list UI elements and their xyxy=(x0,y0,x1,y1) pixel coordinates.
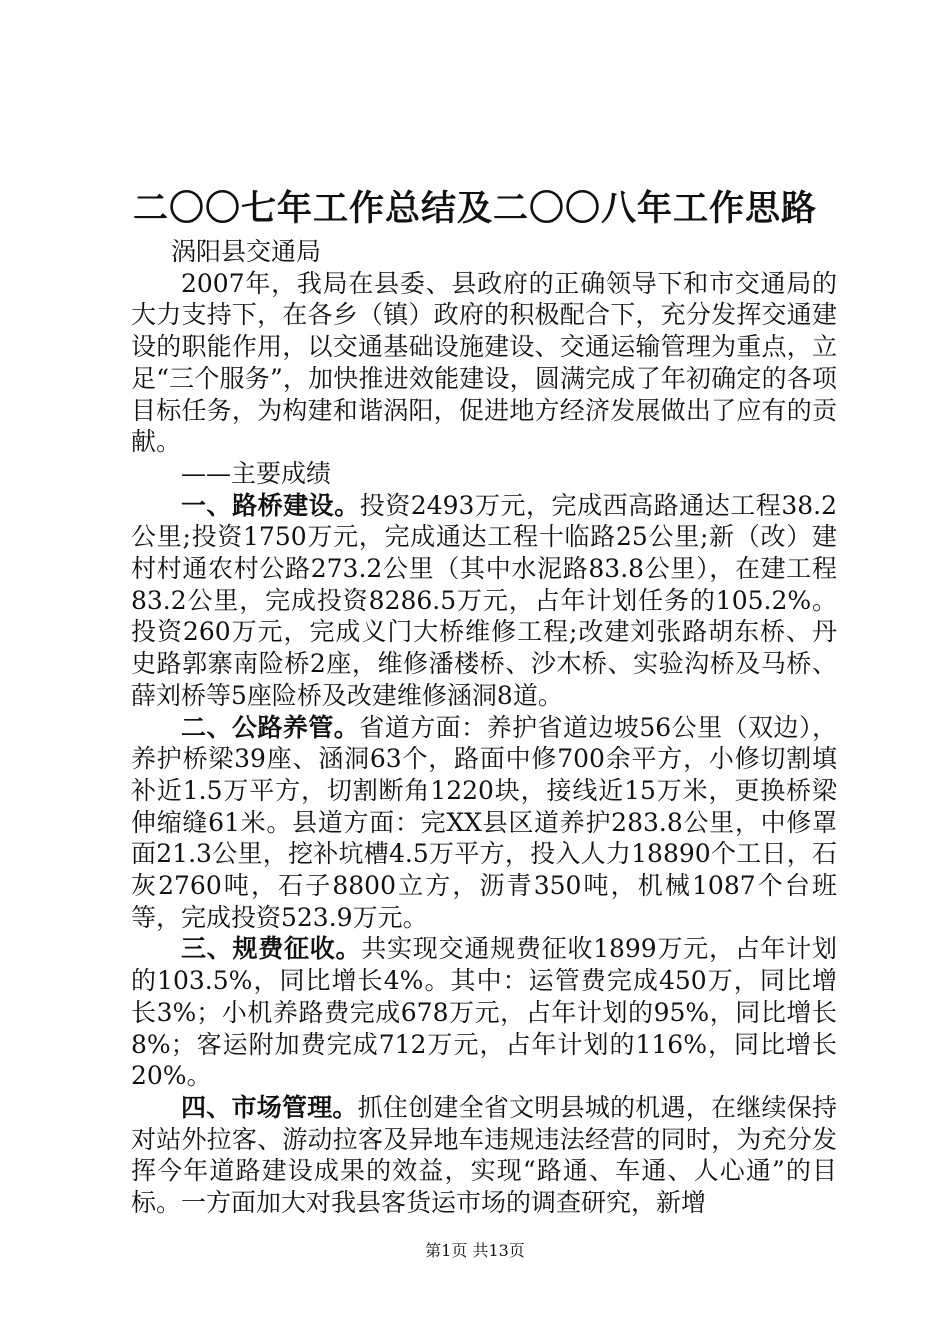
section-label: ——主要成绩 xyxy=(181,458,332,488)
document-body xyxy=(131,236,837,1219)
author-line: 涡阳县交通局 xyxy=(171,237,322,266)
section-paragraph xyxy=(131,712,837,934)
document-title: 二〇〇七年工作总结及二〇〇八年工作思路 xyxy=(132,189,817,229)
intro-paragraph: 2007年，我局在县委、县政府的正确领导下和市交通局的大力支持下，在各乡（镇）政府的积极配合下，充分发挥交通建设的职能作用，以交通基础设施建设、交通运输管理为重点，立足“三个服务”，加快推进效能建设，圆满完成了年初确定的各项目标任务，为构建和谐涡阳，促进地方经济发展做出了应有的贡献。 xyxy=(131,268,837,457)
section-heading: 一、路桥建设。 xyxy=(181,490,360,520)
section-heading: 二、公路养管。 xyxy=(181,712,360,742)
section-heading: 三、规费征收。 xyxy=(181,934,362,964)
section-paragraph xyxy=(131,490,837,712)
section-text: 共实现交通规费征收1899万元，占年计划的103.5%，同比增长4%。其中：运管费完成450万，同比增长3%；小机养路费完成678万元，占年计划的95%，同比增长8%；客运附加费完成712万元，占年计划的116%，同比增长20%。 xyxy=(131,934,837,1091)
page-footer: 第1页 共13页 xyxy=(425,1241,525,1260)
section-paragraph xyxy=(131,933,837,1092)
section-paragraph xyxy=(131,1092,837,1219)
section-heading: 四、市场管理。 xyxy=(181,1092,358,1122)
section-text: 抓住创建全省文明县城的机遇，在继续保持对站外拉客、游动拉客及异地车违规违法经营的同时，为充分发挥今年道路建设成果的效益，实现“路通、车通、人心通”的目标。一方面加大对我县客货运市场的调查研究，新增 xyxy=(131,1092,837,1218)
section-text: 投资2493万元，完成西高路通达工程38.2公里;投资1750万元，完成通达工程十临路25公里;新（改）建村村通农村公路273.2公里（其中水泥路83.8公里），在建工程83.2公里，完成投资8286.5万元，占年计划任务的105.2%。投资260万元，完成义门大桥维修工程;改建刘张路胡东桥、丹史路郭寨南险桥2座，维修潘楼桥、沙木桥、实验沟桥及马桥、薛刘桥等5座险桥及改建维修涵洞8道。 xyxy=(131,490,837,710)
section-text: 省道方面：养护省道边坡56公里（双边），养护桥梁39座、涵洞63个，路面中修700余平方，小修切割填补近1.5万平方，切割断角1220块，接线近15万米，更换桥梁伸缩缝61米。县道方面：完XX县区道养护283.8公里，中修罩面21.3公里，挖补坑槽4.5万平方，投入人力18890个工日，石灰2760吨，石子8800立方，沥青350吨，机械1087个台班等，完成投资523.9万元。 xyxy=(131,712,837,932)
